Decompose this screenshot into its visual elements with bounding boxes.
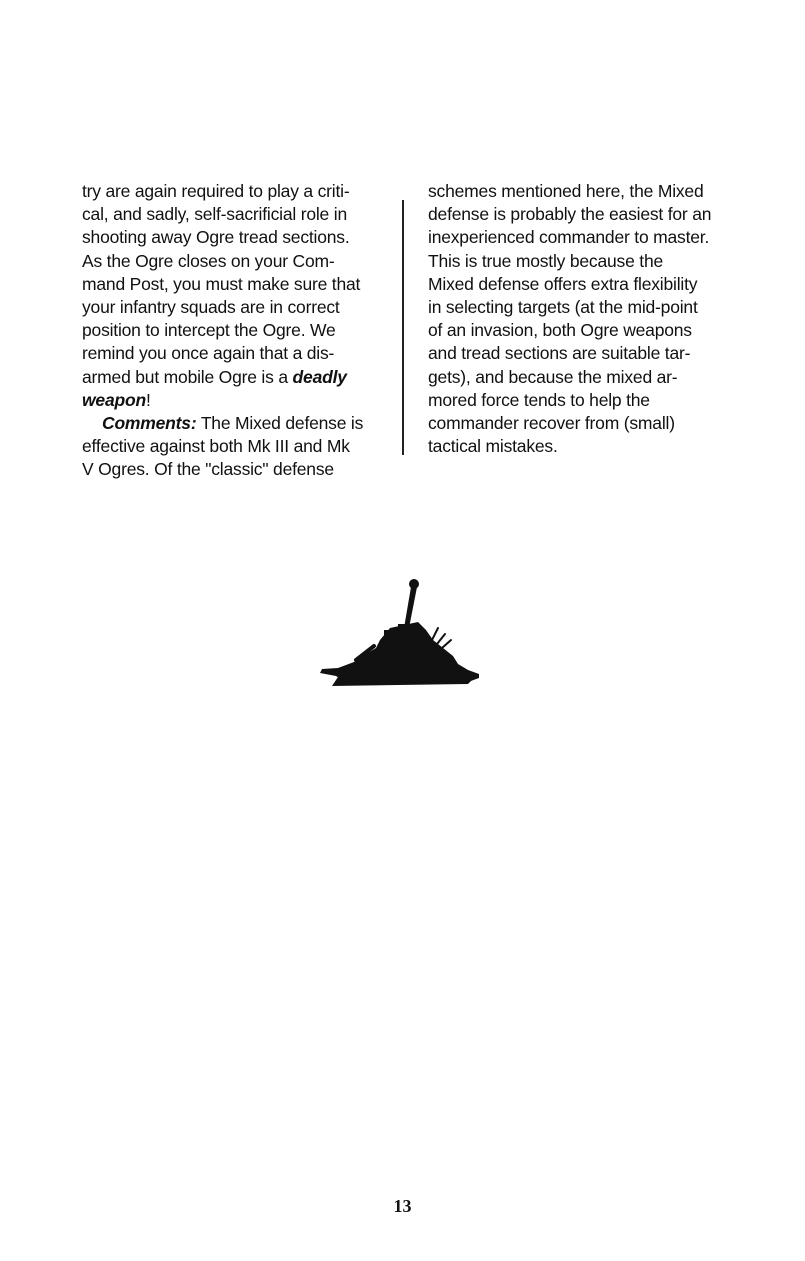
emphasis-weapon: weapon	[82, 389, 146, 410]
text-line: of an invasion, both Ogre weapons	[428, 320, 692, 341]
page-number: 13	[393, 1196, 412, 1216]
text-line: As the Ogre closes on your Com-	[82, 250, 335, 271]
text-fragment: The Mixed defense is	[196, 413, 364, 434]
comments-label: Comments:	[102, 413, 197, 434]
right-text-column	[428, 180, 748, 458]
text-line-emphasis	[82, 366, 387, 389]
ogre-tank-silhouette-icon	[318, 578, 480, 688]
text-line: remind you once again that a dis-	[82, 343, 335, 364]
text-line: mand Post, you must make sure that	[82, 273, 361, 294]
text-line: V Ogres. Of the "classic" defense	[82, 459, 334, 480]
column-divider	[402, 200, 404, 455]
text-line: your infantry squads are in correct	[82, 297, 340, 318]
text-line-emphasis	[82, 389, 387, 412]
text-line: mored force tends to help the	[428, 389, 650, 410]
left-text-column	[82, 180, 387, 482]
text-fragment: armed but mobile Ogre is a	[82, 366, 288, 387]
text-line: tactical mistakes.	[428, 436, 558, 457]
text-line: inexperienced commander to master.	[428, 227, 710, 248]
comments-line	[82, 412, 387, 435]
text-line: gets), and because the mixed ar-	[428, 366, 678, 387]
text-line: try are again required to play a criti-	[82, 181, 350, 201]
text-line: position to intercept the Ogre. We	[82, 320, 336, 341]
text-line: shooting away Ogre tread sections.	[82, 227, 350, 248]
emphasis-deadly: deadly	[292, 366, 347, 387]
text-line: Mixed defense offers extra flexibility	[428, 273, 698, 294]
text-line: effective against both Mk III and Mk	[82, 436, 350, 457]
text-line: in selecting targets (at the mid-point	[428, 297, 698, 318]
text-line: This is true mostly because the	[428, 250, 664, 271]
text-line: commander recover from (small)	[428, 413, 675, 434]
text-line: schemes mentioned here, the Mixed	[428, 181, 704, 201]
text-line: defense is probably the easiest for an	[428, 204, 712, 225]
text-line: cal, and sadly, self-sacrificial role in	[82, 204, 347, 225]
exclamation: !	[145, 389, 151, 410]
text-line: and tread sections are suitable tar-	[428, 343, 691, 364]
